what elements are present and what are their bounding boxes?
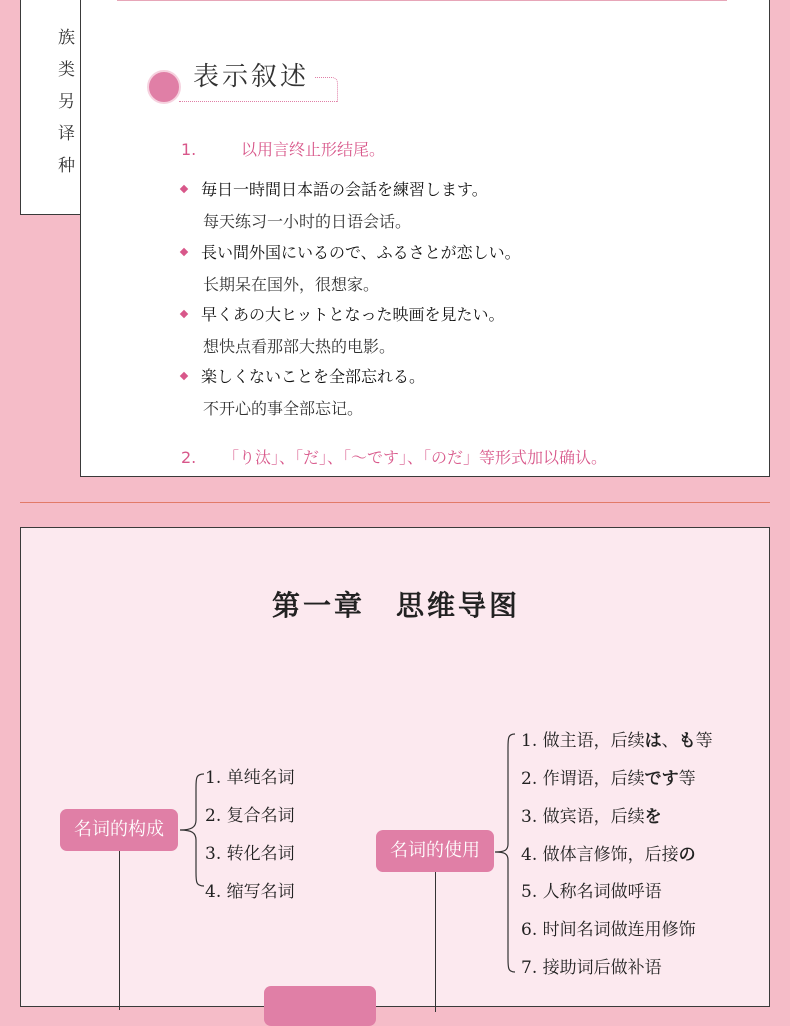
formation-item: 2. 复合名词 <box>205 806 295 826</box>
back-char: 种 <box>58 156 75 176</box>
point-2-number: 2. <box>181 448 197 467</box>
back-char: 另 <box>58 92 75 112</box>
usage-item: 4. 做体言修饰，后接の <box>521 845 696 865</box>
point-2 <box>181 445 607 468</box>
back-char: 族 <box>58 28 75 48</box>
example-jp-text: 早くあの大ヒットとなった映画を見たい。 <box>201 305 505 324</box>
example-jp-text: 楽しくないことを全部忘れる。 <box>201 367 426 386</box>
mindmap-title: 第一章 思维导图 <box>271 589 520 622</box>
formation-item: 3. 转化名词 <box>205 844 295 864</box>
point-2-text: 「り汰」、「だ」、「～です」、「のだ」等形式加以确认。 <box>223 448 608 467</box>
usage-item: 6. 时间名词做连用修饰 <box>521 920 696 940</box>
back-char: 译 <box>58 124 75 144</box>
back-page-text-column <box>58 22 80 182</box>
example-cn: 长期呆在国外，很想家。 <box>203 275 380 294</box>
point-1 <box>181 137 385 160</box>
example-cn: 想快点看那部大热的电影。 <box>203 337 396 356</box>
section-card <box>80 0 770 477</box>
mindmap-card <box>20 527 770 1007</box>
heading-circle-icon <box>147 70 181 104</box>
node-partial <box>264 986 376 1026</box>
point-1-text: 以用言终止形结尾。 <box>241 140 386 159</box>
example-jp-text: 毎日一時間日本語の会話を練習します。 <box>201 180 488 199</box>
bullet-diamond-icon <box>180 184 188 192</box>
heading-underline-hook <box>315 77 338 102</box>
formation-item: 1. 单纯名词 <box>205 768 295 788</box>
example-jp <box>181 240 521 263</box>
example-cn: 每天练习一小时的日语会话。 <box>203 212 412 231</box>
section-divider <box>20 502 770 503</box>
heading-underline <box>179 101 337 102</box>
connector-line <box>119 850 120 1010</box>
usage-item: 2. 作谓语，后续です等 <box>521 769 696 789</box>
bullet-diamond-icon <box>180 371 188 379</box>
node-noun-usage: 名词的使用 <box>376 830 494 872</box>
connector-line <box>435 872 436 1012</box>
top-rule <box>117 0 727 1</box>
example-jp <box>181 177 488 200</box>
section-heading: 表示叙述 <box>193 62 310 92</box>
usage-item: 5. 人称名词做呼语 <box>521 882 662 902</box>
node-noun-formation: 名词的构成 <box>60 809 178 851</box>
example-jp <box>181 364 425 387</box>
formation-item: 4. 缩写名词 <box>205 882 295 902</box>
example-jp <box>181 302 505 325</box>
usage-item: 3. 做宾语，后续を <box>521 807 662 827</box>
example-cn: 不开心的事全部忘记。 <box>203 399 364 418</box>
usage-item: 7. 接助词后做补语 <box>521 958 662 978</box>
back-char: 类 <box>58 60 75 80</box>
point-1-number: 1. <box>181 140 197 159</box>
bullet-diamond-icon <box>180 247 188 255</box>
right-brace <box>493 732 519 976</box>
usage-item: 1. 做主语，后续は、も等 <box>521 731 713 751</box>
bullet-diamond-icon <box>180 309 188 317</box>
left-brace <box>178 772 208 888</box>
example-jp-text: 長い間外国にいるので、ふるさとが恋しい。 <box>201 243 521 262</box>
